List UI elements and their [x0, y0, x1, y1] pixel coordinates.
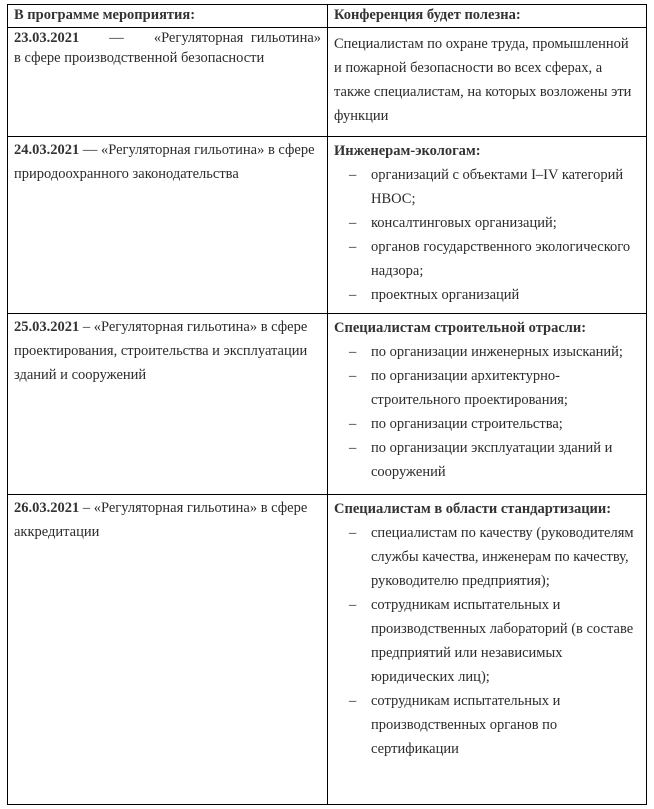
- header-program: В программе мероприятия:: [8, 5, 328, 28]
- dash-bullet-icon: –: [349, 344, 357, 360]
- dash-bullet-icon: –: [349, 368, 357, 384]
- table-row: [8, 314, 647, 495]
- dash-bullet-icon: –: [349, 416, 357, 432]
- audience-heading: Инженерам-экологам:: [334, 143, 481, 159]
- list-item: – организаций с объектами I–IV категорий НВОС;: [334, 163, 640, 211]
- table-row: [8, 137, 647, 314]
- list-item: – сотрудникам испытательных и производственных лабораторий (в составе предприятий или независимых юридических лиц);: [334, 593, 640, 689]
- dash-bullet-icon: –: [349, 693, 357, 709]
- list-item: – консалтинговых организаций;: [334, 211, 640, 235]
- event-description: «Регуляторная гильотина» в сфере аккредитации: [14, 500, 308, 540]
- date-separator: —: [109, 30, 124, 46]
- list-item: – сотрудникам испытательных и производственных органов по сертификации: [334, 689, 640, 761]
- dash-bullet-icon: –: [349, 167, 357, 183]
- event-description: в сфере производственной безопасности: [14, 50, 265, 66]
- audience-list: [334, 340, 640, 484]
- event-first-line: [14, 28, 321, 48]
- event-description: «Регуляторная гильотина» в сфере природоохранного законодательства: [14, 142, 315, 182]
- header-audience: Конференция будет полезна:: [328, 5, 647, 28]
- dash-bullet-icon: –: [349, 215, 357, 231]
- dash-bullet-icon: –: [349, 440, 357, 456]
- date-separator: –: [82, 319, 91, 335]
- table-row: [8, 495, 647, 805]
- audience-cell: [328, 314, 647, 495]
- dash-bullet-icon: –: [349, 287, 357, 303]
- dash-bullet-icon: –: [349, 597, 357, 613]
- audience-heading: Специалистам в области стандартизации:: [334, 501, 612, 517]
- program-cell: [8, 137, 328, 314]
- event-description: «Регуляторная гильотина» в сфере проектирования, строительства и эксплуатации зданий и сооружений: [14, 319, 308, 383]
- event-date: 24.03.2021: [14, 142, 80, 158]
- audience-cell: [328, 495, 647, 805]
- program-cell: [8, 495, 328, 805]
- table-row: [8, 28, 647, 137]
- dash-bullet-icon: –: [349, 239, 357, 255]
- event-date: 25.03.2021: [14, 319, 80, 335]
- audience-list: [334, 521, 640, 761]
- date-separator: –: [82, 500, 91, 516]
- list-item: – органов государственного экологического надзора;: [334, 235, 640, 283]
- dash-bullet-icon: –: [349, 525, 357, 541]
- audience-heading: Специалистам строительной отрасли:: [334, 320, 587, 336]
- list-item: – проектных организаций: [334, 283, 640, 307]
- audience-text: Специалистам по охране труда, промышленной и пожарной безопасности во всех сферах, а также специалистам, на которых возложены эти функции: [334, 36, 632, 124]
- event-date: 26.03.2021: [14, 500, 80, 516]
- program-cell: [8, 28, 328, 137]
- program-cell: [8, 314, 328, 495]
- event-title: «Регуляторная гильотина»: [153, 30, 322, 46]
- event-program-table: [7, 4, 647, 805]
- table-header-row: [8, 5, 647, 28]
- list-item: – специалистам по качеству (руководителям службы качества, инженерам по качеству, руководителю предприятия);: [334, 521, 640, 593]
- list-item: – по организации эксплуатации зданий и сооружений: [334, 436, 640, 484]
- list-item: – по организации архитектурно-строительного проектирования;: [334, 364, 640, 412]
- audience-list: [334, 163, 640, 307]
- audience-cell: [328, 28, 647, 137]
- audience-cell: [328, 137, 647, 314]
- list-item: – по организации строительства;: [334, 412, 640, 436]
- event-date: 23.03.2021: [14, 30, 80, 46]
- date-separator: —: [82, 142, 98, 158]
- list-item: – по организации инженерных изысканий;: [334, 340, 640, 364]
